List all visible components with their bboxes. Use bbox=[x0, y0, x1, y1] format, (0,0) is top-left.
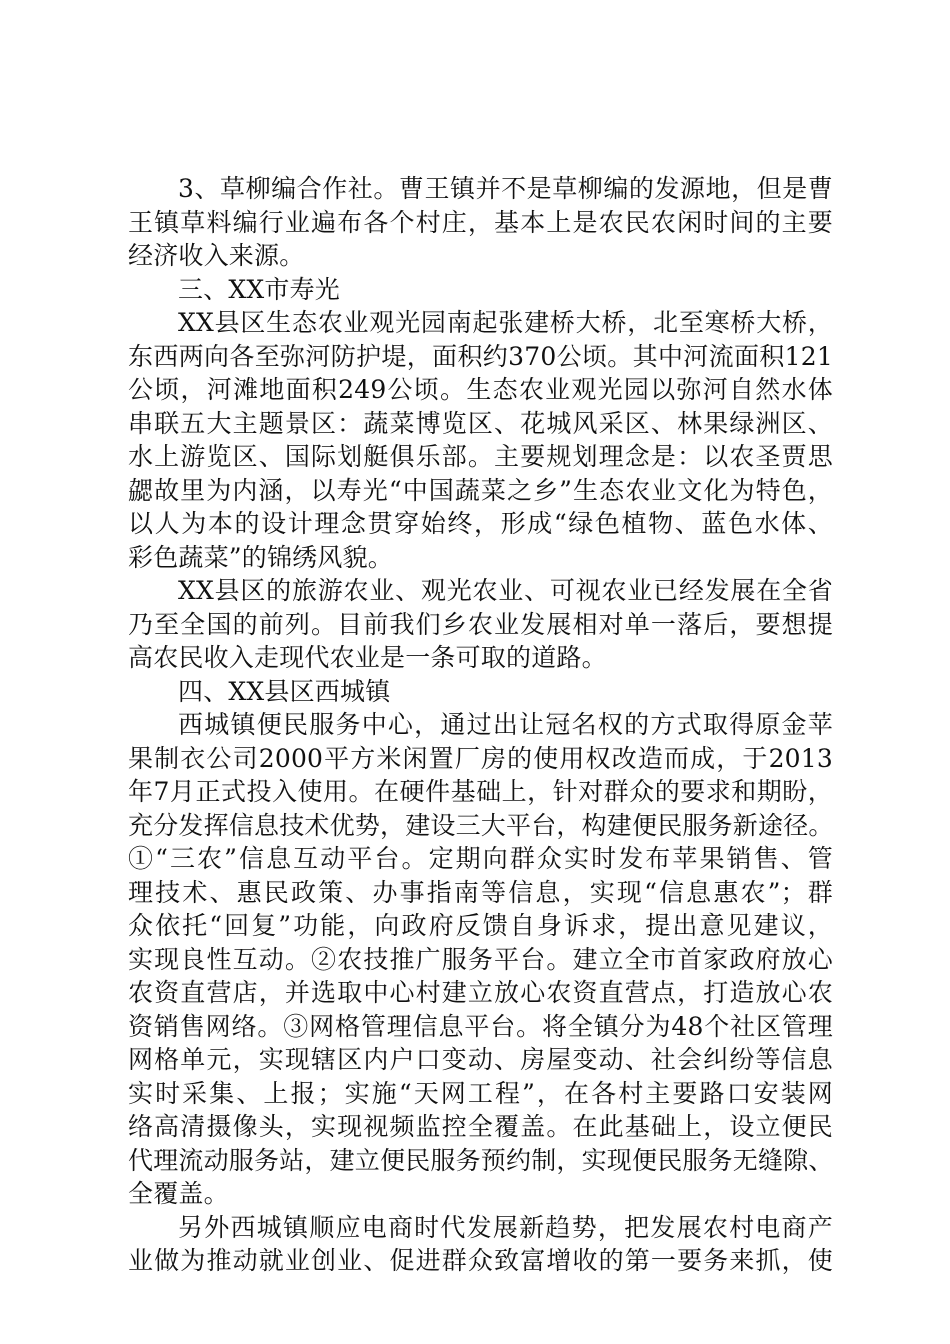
paragraph-line: 王镇草料编行业遍布各个村庄，基本上是农民农闲时间的主要 bbox=[128, 207, 833, 237]
paragraph-line: 实时采集、上报；实施“天网工程”，在各村主要路口安装网 bbox=[128, 1078, 833, 1108]
paragraph-line: 西城镇便民服务中心，通过出让冠名权的方式取得原金苹 bbox=[178, 710, 833, 739]
paragraph-line: 以人为本的设计理念贯穿始终，形成“绿色植物、蓝色水体、 bbox=[128, 509, 833, 538]
paragraph-line: 东西两向各至弥河防护堤，面积约370公顷。其中河流面积121 bbox=[128, 341, 833, 371]
paragraph-line: 水上游览区、国际划艇俱乐部。主要规划理念是：以农圣贾思 bbox=[128, 442, 833, 471]
paragraph-line: 网格单元，实现辖区内户口变动、房屋变动、社会纠纷等信息 bbox=[128, 1045, 833, 1074]
paragraph-line: 3、草柳编合作社。曹王镇并不是草柳编的发源地，但是曹 bbox=[178, 174, 833, 203]
paragraph-line: 代理流动服务站，建立便民服务预约制，实现便民服务无缝隙、 bbox=[128, 1145, 834, 1175]
paragraph-line: 年7月正式投入使用。在硬件基础上，针对群众的要求和期盼， bbox=[128, 777, 833, 806]
paragraph-line: 农资直营店，并选取中心村建立放心农资直营点，打造放心农 bbox=[128, 978, 833, 1007]
paragraph-line: XX县区生态农业观光园南起张建桥大桥，北至寒桥大桥， bbox=[178, 308, 833, 337]
section-heading: 三、XX市寿光 bbox=[178, 274, 340, 304]
paragraph-line: 充分发挥信息技术优势，建设三大平台，构建便民服务新途径。 bbox=[128, 810, 834, 840]
paragraph-line: 理技术、惠民政策、办事指南等信息，实现“信息惠农”；群 bbox=[128, 877, 833, 907]
paragraph-line: 另外西城镇顺应电商时代发展新趋势，把发展农村电商产 bbox=[178, 1212, 833, 1242]
paragraph-line: 彩色蔬菜”的锦绣风貌。 bbox=[128, 542, 393, 572]
paragraph-line: XX县区的旅游农业、观光农业、可视农业已经发展在全省 bbox=[178, 576, 833, 605]
body-text bbox=[128, 172, 833, 1278]
section-heading: 四、XX县区西城镇 bbox=[178, 676, 391, 706]
paragraph-line: 经济收入来源。 bbox=[128, 241, 305, 270]
paragraph-line: 资销售网络。③网格管理信息平台。将全镇分为48个社区管理 bbox=[128, 1011, 833, 1041]
paragraph-line: 众依托“回复”功能，向政府反馈自身诉求，提出意见建议， bbox=[128, 911, 833, 940]
paragraph-line: 高农民收入走现代农业是一条可取的道路。 bbox=[128, 643, 607, 672]
paragraph-line: 串联五大主题景区：蔬菜博览区、花城风采区、林果绿洲区、 bbox=[128, 408, 833, 438]
paragraph-line: 乃至全国的前列。目前我们乡农业发展相对单一落后，要想提 bbox=[128, 609, 833, 639]
paragraph-line: 业做为推动就业创业、促进群众致富增收的第一要务来抓，使 bbox=[128, 1246, 833, 1275]
paragraph-line: 果制衣公司2000平方米闲置厂房的使用权改造而成，于2013 bbox=[128, 743, 833, 773]
paragraph-line: ①“三农”信息互动平台。定期向群众实时发布苹果销售、管 bbox=[128, 844, 833, 873]
paragraph-line: 实现良性互动。②农技推广服务平台。建立全市首家政府放心 bbox=[128, 944, 833, 974]
paragraph-line: 公顷，河滩地面积249公顷。生态农业观光园以弥河自然水体 bbox=[128, 375, 833, 404]
paragraph-line: 全覆盖。 bbox=[128, 1179, 229, 1208]
paragraph-line: 络高清摄像头，实现视频监控全覆盖。在此基础上，设立便民 bbox=[128, 1112, 833, 1141]
paragraph-line: 勰故里为内涵，以寿光“中国蔬菜之乡”生态农业文化为特色， bbox=[128, 475, 833, 505]
